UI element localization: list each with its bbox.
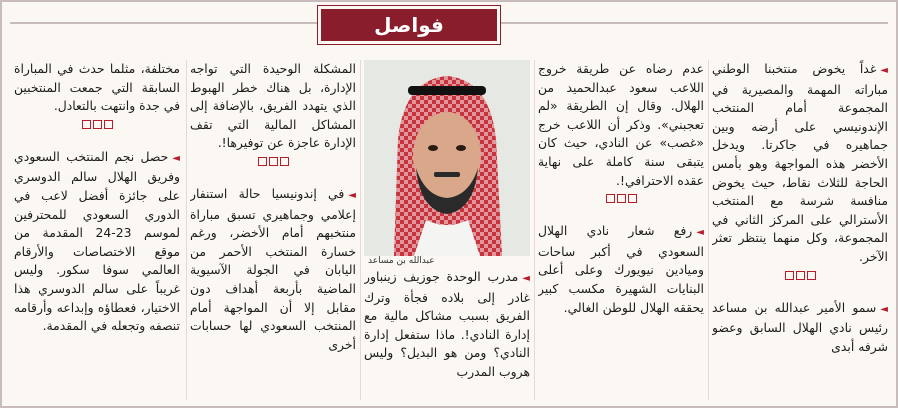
triangle-bullet-icon: ◄ bbox=[880, 65, 888, 76]
paragraph: مختلفة، مثلما حدث في المباراة السابقة التي جمعت المنتخبين في جدة وانتهت بالتعادل. bbox=[14, 61, 180, 114]
column-4 bbox=[190, 60, 356, 405]
paragraph: ◄غداً يخوض منتخبنا الوطني مباراته المهمة والمصيرية في المجموعة أمام المنتخب الإندونيسي على أرضه وبين جماهيره في جاكرتا. ويدخل الأخضر هذه المواجهة وهو بأمس الحاجة للثلاث نقاط، حيث يخوض منافسة شرسة مع المنتخب الأسترالي على المركز الثاني في المجموعة، وكل منهما ينتظر تعثر الآخر. bbox=[712, 61, 888, 264]
paragraph: ◄حصل نجم المنتخب السعودي وفريق الهلال سالم الدوسري على جائزة أفضل لاعب في الدوري السعودي للمحترفين لموسم 23-24 المقدمة من موقع الاختصاصات والأرقام العالمي سوفا سكور. وليس غريباً على سالم الدوسري هذا الاختيار، فعطاؤه وإبداعه وأرقامه تنصفه وتجعله في المقدمة. bbox=[14, 148, 180, 334]
column-3 bbox=[364, 268, 530, 406]
column-divider bbox=[708, 60, 709, 400]
column-5 bbox=[14, 60, 180, 405]
column-divider bbox=[186, 60, 187, 400]
photo-caption: عبدالله بن مساعد bbox=[368, 256, 435, 266]
column-divider bbox=[360, 60, 361, 400]
column-2 bbox=[538, 60, 704, 360]
paragraph: ◄في إندونيسيا حالة استنفار إعلامي وجماهيري تسبق مباراة منتخبهم أمام الأخضر، ورغم خسارة المنتخب الأحمر من اليابان في الجولة الآسيوية الماضية بأربعة أهداف دون مقابل إلا أن المواجهة أمام المنتخب السعودي لها حسابات أخرى bbox=[190, 185, 356, 352]
column-1 bbox=[712, 60, 888, 405]
triangle-bullet-icon: ◄ bbox=[348, 189, 356, 201]
separator-dots bbox=[14, 118, 180, 134]
paragraph: ◄سمو الأمير عبدالله بن مساعد رئيس نادي الهلال السابق وعضو شرفه أبدى bbox=[712, 299, 888, 354]
portrait-photo bbox=[364, 60, 530, 256]
triangle-bullet-icon: ◄ bbox=[522, 273, 530, 284]
triangle-bullet-icon: ◄ bbox=[172, 152, 180, 164]
person-portrait-icon bbox=[364, 60, 530, 256]
separator-dots bbox=[190, 155, 356, 171]
section-title: فواصل bbox=[318, 6, 500, 44]
paragraph: المشكلة الوحيدة التي تواجه الإدارة، بل هناك خطر الهبوط الذي يتهدد الفريق، بالإضافة إلى المشاكل المالية التي تقف الإدارة عاجزة عن توفيرها!. bbox=[190, 61, 356, 151]
paragraph: ◄رفع شعار نادي الهلال السعودي في أكبر ساحات وميادين نيويورك وعلى أعلى البنايات الشهيرة مكسب كبير يحققه الهلال للوطن الغالي. bbox=[538, 223, 704, 315]
triangle-bullet-icon: ◄ bbox=[696, 227, 704, 239]
separator-dots bbox=[712, 269, 888, 285]
column-divider bbox=[534, 60, 535, 400]
paragraph: ◄مدرب الوحدة جوزيف زينباور غادر إلى بلاده فجأة وترك الفريق بسبب مشاكل مالية مع إدارة النادي!. ماذا ستفعل إدارة النادي؟ ومن هو البديل؟ وليس هروب المدرب bbox=[364, 269, 530, 379]
paragraph: عدم رضاه عن طريقة خروج اللاعب سعود عبدالحميد من الهلال. وقال إن الطريقة «لم تعجبني». وذكر أن اللاعب خرج «غصب» عن النادي، حيث كان يتبقى سنة كاملة على نهاية عقده الاحترافي!. bbox=[538, 61, 704, 188]
triangle-bullet-icon: ◄ bbox=[880, 303, 888, 315]
separator-dots bbox=[538, 192, 704, 208]
